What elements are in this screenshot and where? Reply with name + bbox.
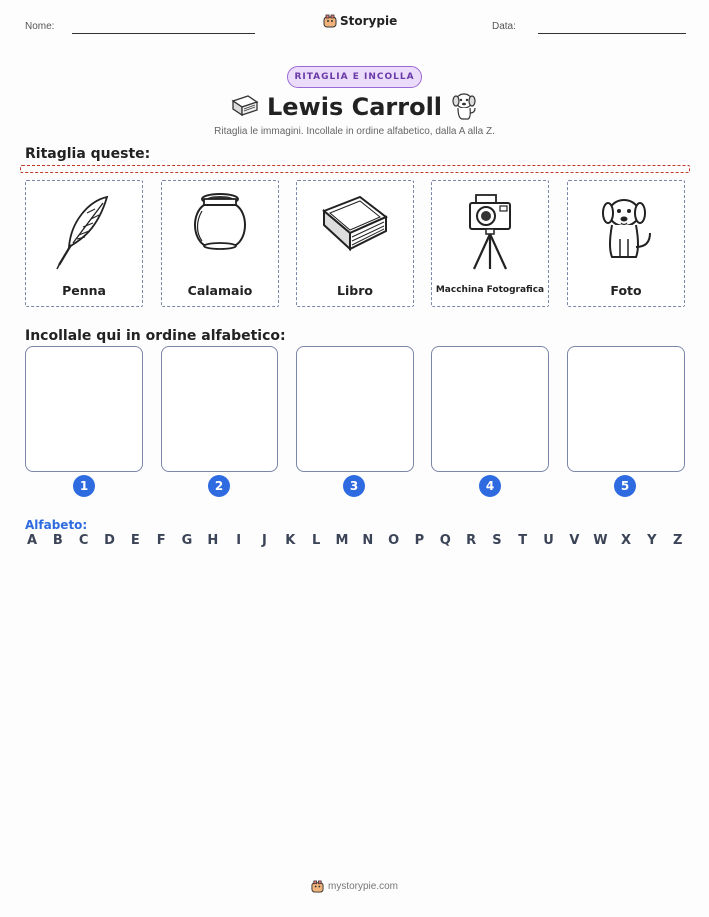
cut-line <box>20 165 690 173</box>
alphabet-letter: J <box>262 533 267 548</box>
alphabet-letter: H <box>207 533 219 548</box>
alphabet-letter: X <box>621 533 632 548</box>
alphabet-letter: K <box>285 533 296 548</box>
alphabet-letter: T <box>518 533 528 548</box>
brand-logo <box>323 14 397 28</box>
alphabet-letter: E <box>130 533 140 548</box>
card-penna[interactable] <box>25 180 143 307</box>
name-line[interactable] <box>72 33 255 34</box>
footer <box>0 880 709 893</box>
paste-box-1[interactable] <box>25 346 143 472</box>
book-icon <box>320 191 390 259</box>
alphabet-letter: C <box>78 533 89 548</box>
activity-tag: RITAGLIA E INCOLLA <box>287 66 422 88</box>
dog-icon <box>594 191 658 261</box>
cut-heading: Ritaglia queste: <box>25 146 151 162</box>
date-line[interactable] <box>538 33 686 34</box>
brand-name: Storypie <box>340 14 398 28</box>
instructions: Ritaglia le immagini. Incollale in ordine alfabetico, dalla A alla Z. <box>214 126 495 137</box>
name-label: Nome: <box>25 21 55 32</box>
card-calamaio[interactable] <box>161 180 279 307</box>
alphabet-letter: Y <box>647 533 657 548</box>
paste-box-4[interactable] <box>431 346 549 472</box>
alphabet-letter: R <box>466 533 477 548</box>
alphabet-letter: Z <box>672 533 683 548</box>
card-libro[interactable] <box>296 180 414 307</box>
alphabet-letter: L <box>311 533 321 548</box>
alphabet-letter: N <box>362 533 374 548</box>
card-label: Calamaio <box>187 283 253 298</box>
number-badge-3: 3 <box>343 475 365 497</box>
inkpot-icon <box>190 191 250 253</box>
alphabet-letter: B <box>52 533 63 548</box>
paste-box-2[interactable] <box>161 346 278 472</box>
alphabet-letter: Q <box>439 533 451 548</box>
alphabet-letter: G <box>181 533 193 548</box>
number-badge-1: 1 <box>73 475 95 497</box>
dog-icon-title <box>450 91 478 125</box>
paste-box-3[interactable] <box>296 346 414 472</box>
alphabet-letter: I <box>236 533 242 548</box>
alphabet-letter: W <box>593 533 608 548</box>
card-macchina-fotografica[interactable] <box>431 180 549 307</box>
number-badge-2: 2 <box>208 475 230 497</box>
card-label: Penna <box>62 283 106 298</box>
number-badge-4: 4 <box>479 475 501 497</box>
alphabet-letter: D <box>104 533 115 548</box>
alphabet-row <box>25 533 685 548</box>
alphabet-letter: A <box>26 533 38 548</box>
card-label: Macchina Fotografica <box>435 285 545 295</box>
paste-box-5[interactable] <box>567 346 685 472</box>
camera-icon <box>460 191 520 271</box>
paste-heading: Incollale qui in ordine alfabetico: <box>25 328 286 344</box>
number-badge-5: 5 <box>614 475 636 497</box>
quill-icon <box>49 191 119 271</box>
storypie-logo-icon <box>311 880 324 893</box>
alphabet-letter: P <box>414 533 425 548</box>
alphabet-letter: O <box>388 533 400 548</box>
card-label: Foto <box>610 283 642 298</box>
alphabet-letter: S <box>492 533 502 548</box>
alphabet-heading: Alfabeto: <box>25 518 88 532</box>
footer-url[interactable]: mystorypie.com <box>327 881 398 892</box>
card-label: Libro <box>337 283 373 298</box>
alphabet-letter: U <box>543 533 554 548</box>
alphabet-letter: V <box>569 533 580 548</box>
date-label: Data: <box>492 21 516 32</box>
page-title: Lewis Carroll <box>266 93 443 121</box>
alphabet-letter: F <box>156 533 166 548</box>
alphabet-letter: M <box>335 533 349 548</box>
card-foto[interactable] <box>567 180 685 307</box>
storypie-logo-icon <box>323 14 337 28</box>
